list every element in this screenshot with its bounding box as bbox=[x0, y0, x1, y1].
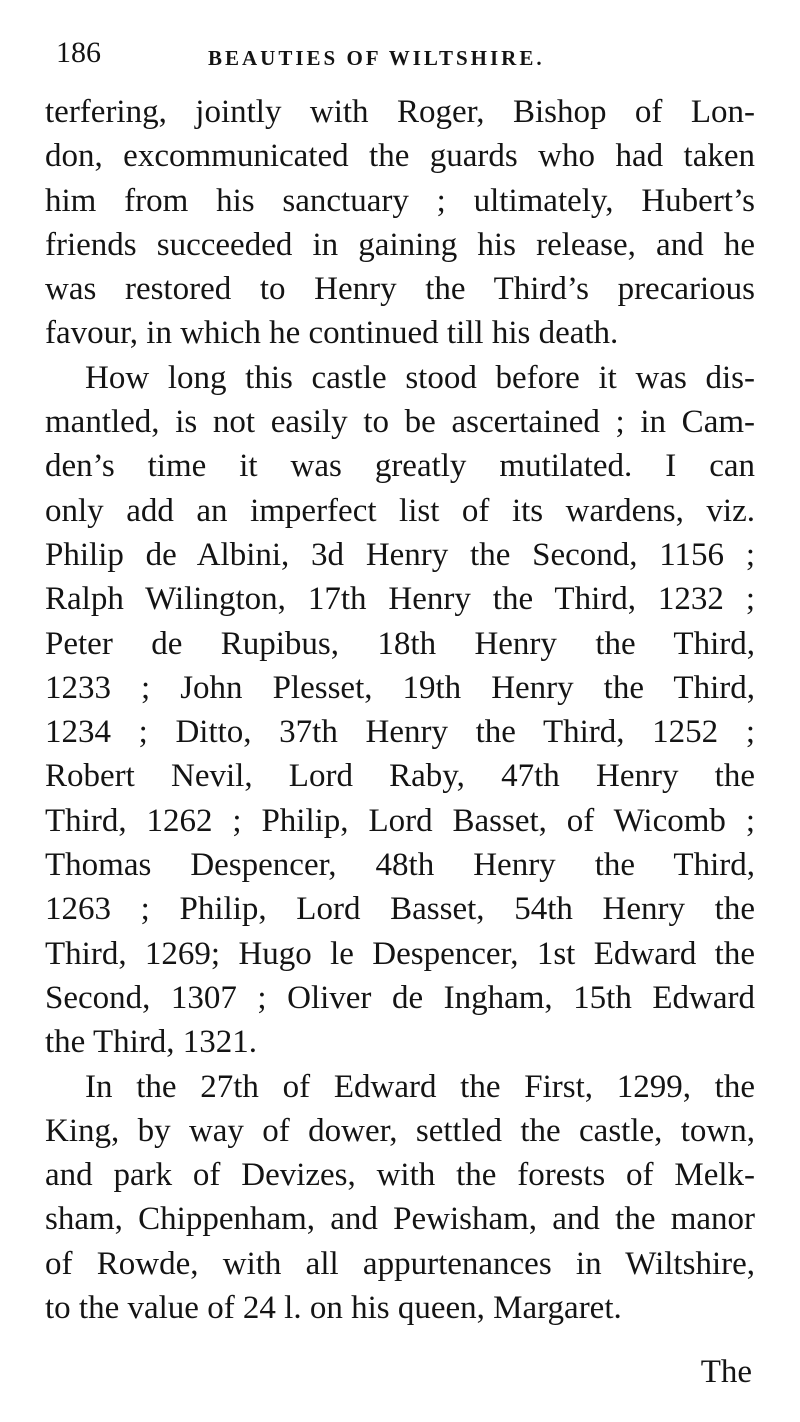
text-line: favour, in which he continued till his death. bbox=[45, 315, 619, 352]
text-line: In the 27th of Edward the First, 1299, the bbox=[85, 1068, 755, 1105]
text-line: 1263 ; Philip, Lord Basset, 54th Henry the bbox=[45, 891, 755, 928]
running-head: BEAUTIES OF WILTSHIRE. bbox=[208, 46, 545, 70]
catchword: The bbox=[700, 1354, 752, 1390]
text-line: Ralph Wilington, 17th Henry the Third, 1232 ; bbox=[45, 581, 755, 618]
text-line: to the value of 24 l. on his queen, Margaret. bbox=[45, 1290, 622, 1327]
page-header bbox=[48, 36, 752, 76]
text-line: sham, Chippenham, and Pewisham, and the manor bbox=[45, 1201, 755, 1238]
paragraph-2 bbox=[45, 356, 755, 1065]
paragraph-3 bbox=[45, 1065, 755, 1331]
paragraph-1 bbox=[45, 90, 755, 356]
text-line: of Rowde, with all appurtenances in Wiltshire, bbox=[45, 1245, 755, 1282]
text-line: How long this castle stood before it was dis- bbox=[85, 359, 755, 396]
text-line: Peter de Rupibus, 18th Henry the Third, bbox=[45, 625, 755, 662]
text-line: mantled, is not easily to be ascertained ; in Cam- bbox=[45, 404, 755, 441]
text-line: the Third, 1321. bbox=[45, 1024, 258, 1061]
text-line: 1233 ; John Plesset, 19th Henry the Third, bbox=[45, 669, 755, 706]
text-line: him from his sanctuary ; ultimately, Hubert’s bbox=[45, 182, 755, 219]
text-line: Second, 1307 ; Oliver de Ingham, 15th Edward bbox=[45, 979, 755, 1016]
body-text bbox=[45, 90, 755, 1330]
text-line: Robert Nevil, Lord Raby, 47th Henry the bbox=[45, 758, 755, 795]
text-line: King, by way of dower, settled the castle, town, bbox=[45, 1112, 755, 1149]
text-line: don, excommunicated the guards who had taken bbox=[45, 138, 755, 175]
text-line: den’s time it was greatly mutilated. I can bbox=[45, 448, 755, 485]
text-line: Third, 1262 ; Philip, Lord Basset, of Wicomb ; bbox=[45, 802, 755, 839]
text-line: only add an imperfect list of its wardens, viz. bbox=[45, 492, 755, 529]
page-number: 186 bbox=[56, 36, 101, 69]
text-line: Thomas Despencer, 48th Henry the Third, bbox=[45, 847, 755, 884]
text-line: Philip de Albini, 3d Henry the Second, 1156 ; bbox=[45, 536, 755, 573]
text-line: 1234 ; Ditto, 37th Henry the Third, 1252 ; bbox=[45, 714, 755, 751]
text-line: terfering, jointly with Roger, Bishop of Lon- bbox=[45, 94, 755, 130]
text-line: friends succeeded in gaining his release, and he bbox=[45, 226, 755, 263]
text-line: Third, 1269; Hugo le Despencer, 1st Edward the bbox=[45, 935, 755, 972]
text-line: was restored to Henry the Third’s precarious bbox=[45, 271, 755, 308]
text-line: and park of Devizes, with the forests of Melk- bbox=[45, 1157, 755, 1194]
